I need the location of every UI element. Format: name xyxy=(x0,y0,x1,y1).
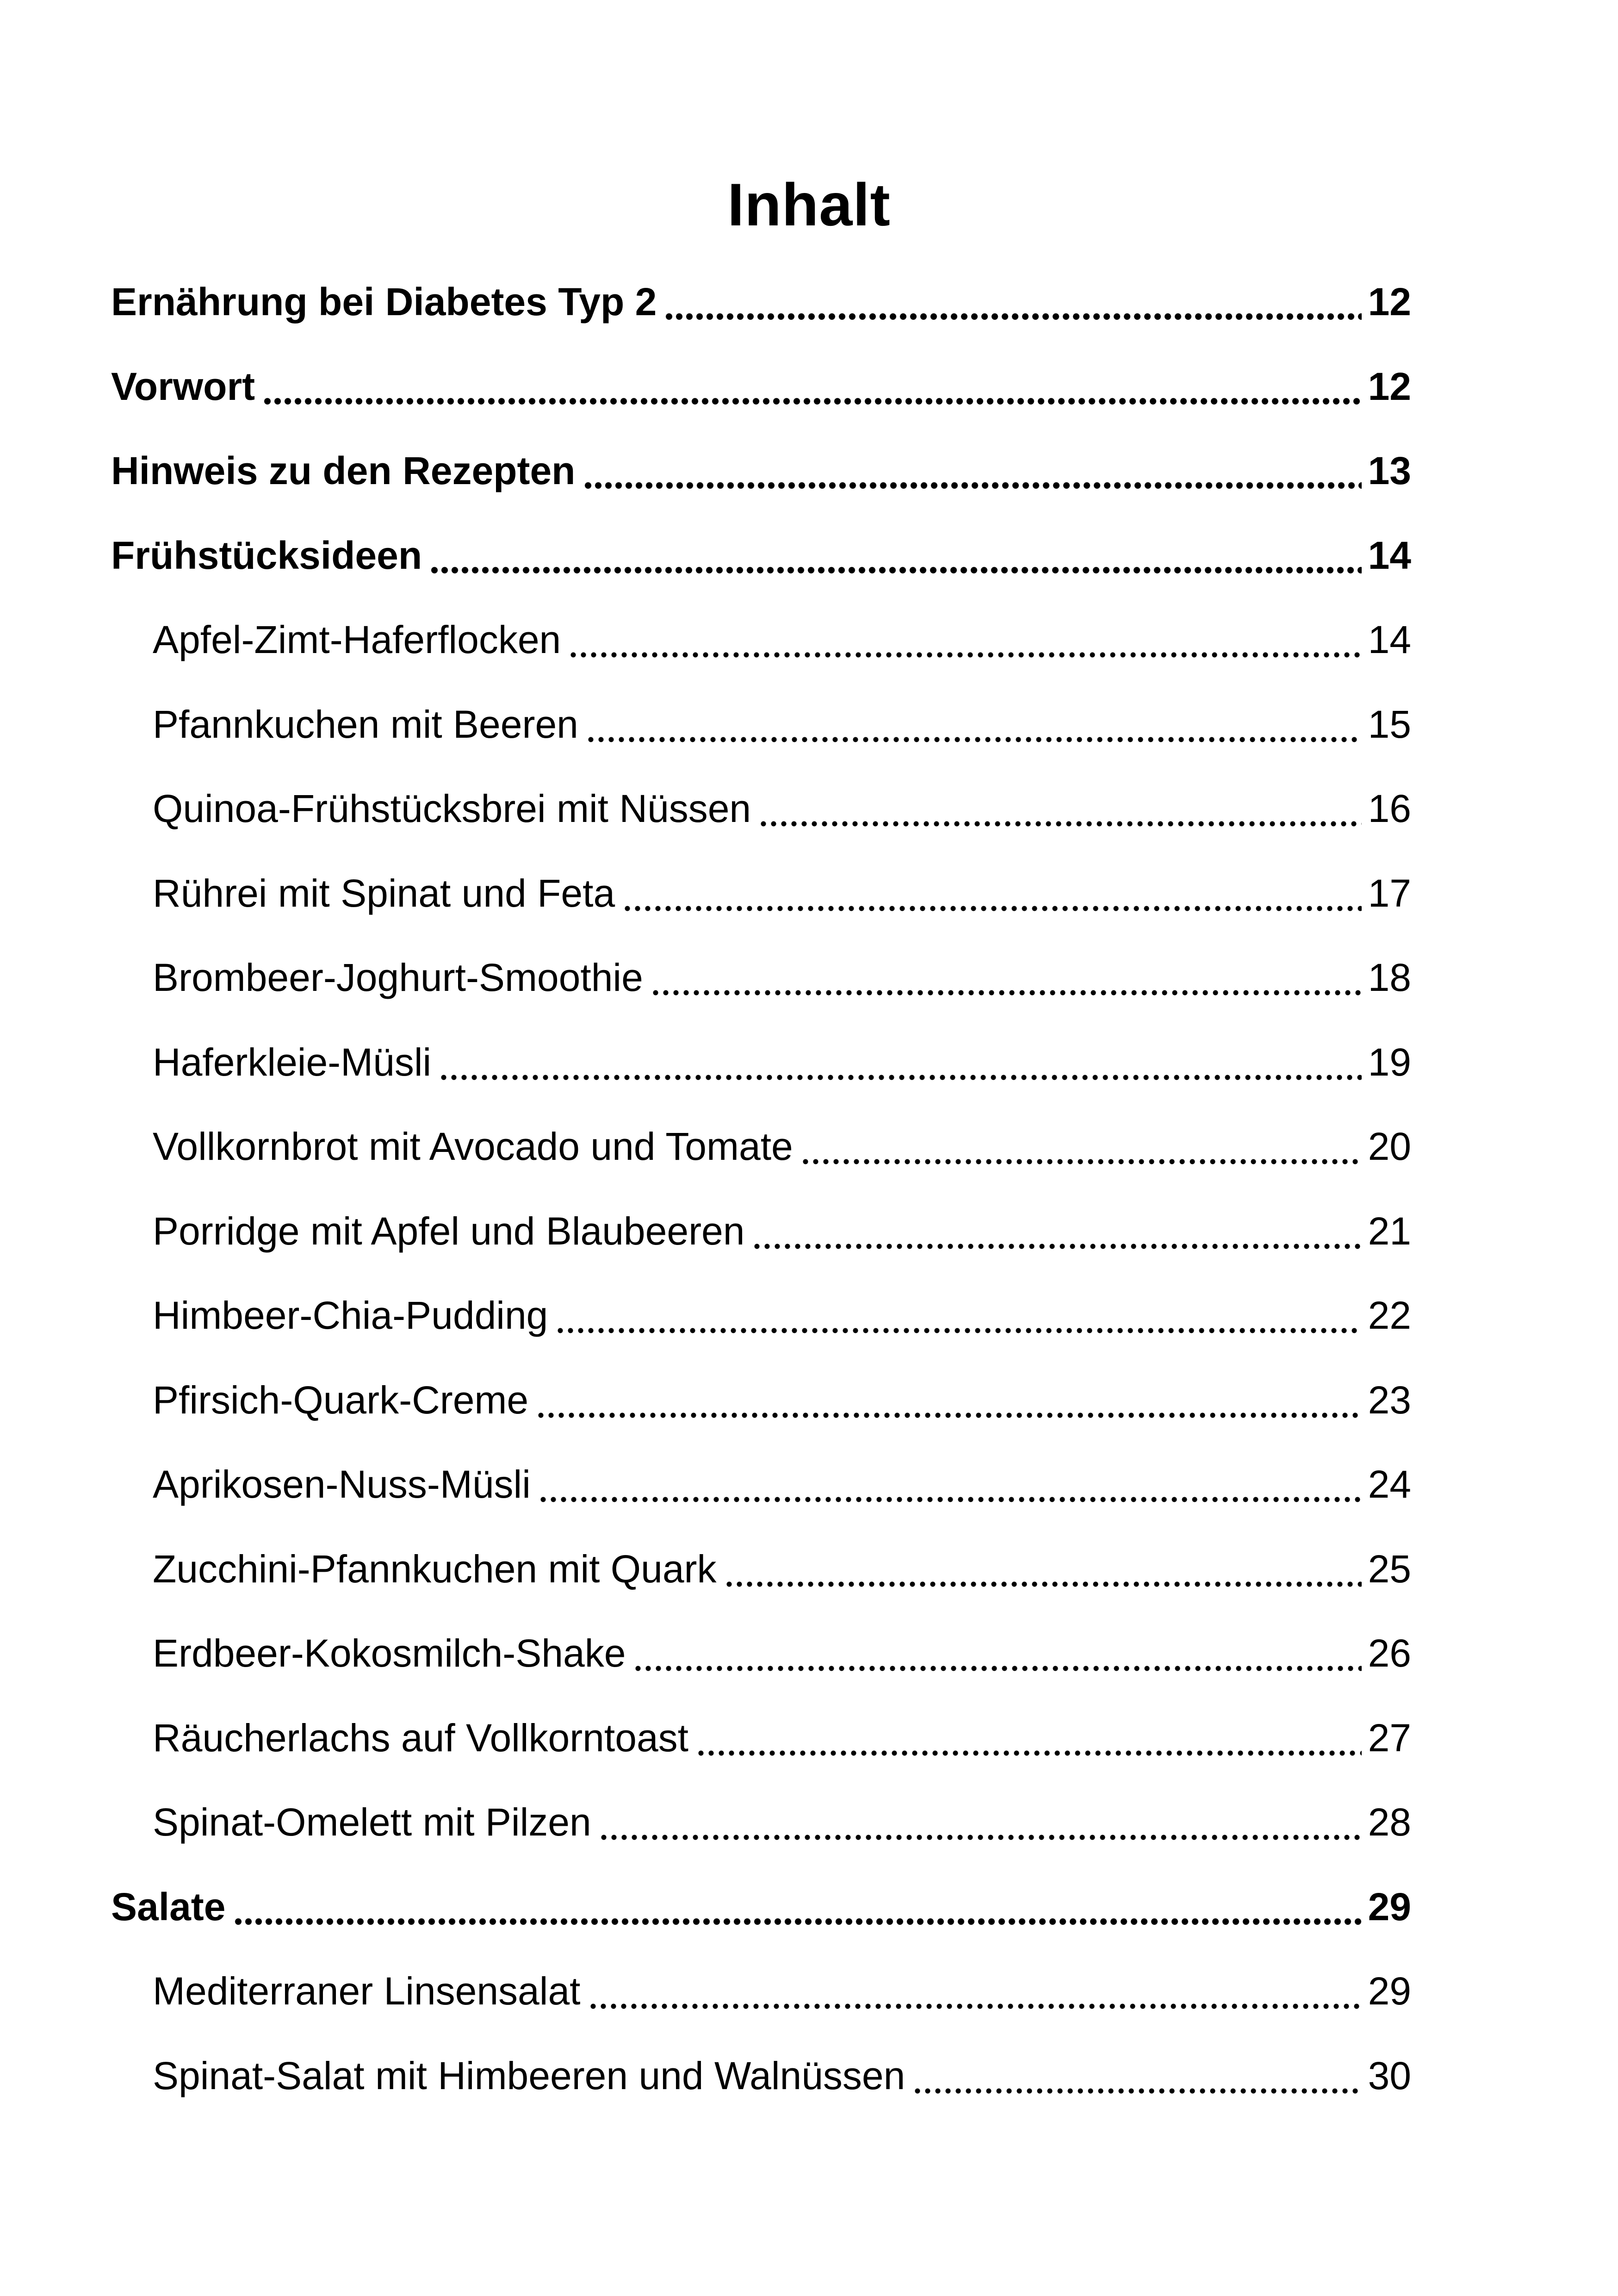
toc-entry-label: Aprikosen-Nuss-Müsli xyxy=(153,1462,531,1506)
toc-entry-label: Apfel-Zimt-Haferflocken xyxy=(153,618,561,661)
toc-recipe-entry xyxy=(153,1203,1411,1259)
dot-leader xyxy=(233,1879,1362,1935)
toc-entry-label: Pfirsich-Quark-Creme xyxy=(153,1378,529,1422)
dot-leader xyxy=(758,781,1361,836)
toc-page-number: 30 xyxy=(1368,2053,1411,2097)
toc-recipe-entry xyxy=(153,1372,1411,1428)
toc-page-number: 24 xyxy=(1368,1462,1411,1506)
toc-page-number: 18 xyxy=(1368,956,1411,999)
toc-page-number: 22 xyxy=(1368,1294,1411,1337)
toc-recipe-entry xyxy=(153,1963,1411,2019)
toc-page-number: 26 xyxy=(1368,1631,1411,1675)
toc-chapter-entry xyxy=(111,1879,1411,1935)
dot-leader xyxy=(583,443,1362,498)
dot-leader xyxy=(538,1456,1362,1512)
page-title: Inhalt xyxy=(727,171,891,238)
toc-recipe-entry xyxy=(153,2048,1411,2103)
toc-recipe-entry xyxy=(153,697,1411,752)
toc-recipe-entry xyxy=(153,1794,1411,1850)
dot-leader xyxy=(439,1034,1361,1090)
toc-page-number: 29 xyxy=(1368,1969,1411,2013)
dot-leader xyxy=(586,697,1362,752)
toc-recipe-entry xyxy=(153,950,1411,1005)
toc-entry-label: Mediterraner Linsensalat xyxy=(153,1969,581,2013)
toc-page-number: 20 xyxy=(1368,1125,1411,1168)
toc-recipe-entry xyxy=(153,1034,1411,1090)
dot-leader xyxy=(633,1625,1361,1681)
toc-recipe-entry xyxy=(153,1541,1411,1597)
toc-page-number: 25 xyxy=(1368,1547,1411,1591)
toc-page-number: 13 xyxy=(1368,449,1411,492)
toc-entry-label: Hinweis zu den Rezepten xyxy=(111,449,576,492)
toc-recipe-entry xyxy=(153,781,1411,836)
toc-entry-label: Ernährung bei Diabetes Typ 2 xyxy=(111,280,657,324)
dot-leader xyxy=(651,950,1362,1005)
dot-leader xyxy=(800,1119,1362,1174)
toc-page-number: 17 xyxy=(1368,871,1411,915)
toc-entry-label: Porridge mit Apfel und Blaubeeren xyxy=(153,1209,745,1253)
toc-recipe-entry xyxy=(153,1456,1411,1512)
toc-recipe-entry xyxy=(153,1625,1411,1681)
dot-leader xyxy=(262,359,1361,414)
toc-page-number: 28 xyxy=(1368,1800,1411,1844)
dot-leader xyxy=(622,865,1361,921)
toc-entry-label: Himbeer-Chia-Pudding xyxy=(153,1294,548,1337)
toc-page-number: 12 xyxy=(1368,280,1411,324)
toc-entry-label: Vorwort xyxy=(111,364,255,408)
dot-leader xyxy=(429,528,1361,583)
dot-leader xyxy=(536,1372,1361,1428)
toc-entry-label: Vollkornbrot mit Avocado und Tomate xyxy=(153,1125,793,1168)
toc-entry-label: Zucchini-Pfannkuchen mit Quark xyxy=(153,1547,717,1591)
dot-leader xyxy=(599,1794,1362,1850)
dot-leader xyxy=(588,1963,1362,2019)
dot-leader xyxy=(724,1541,1362,1597)
toc-page-number: 27 xyxy=(1368,1716,1411,1760)
toc-recipe-entry xyxy=(153,1710,1411,1766)
toc-recipe-entry xyxy=(153,612,1411,667)
toc-entry-label: Spinat-Salat mit Himbeeren und Walnüssen xyxy=(153,2053,905,2097)
toc-page-number: 14 xyxy=(1368,618,1411,661)
dot-leader xyxy=(696,1710,1362,1766)
toc-entry-label: Salate xyxy=(111,1885,226,1929)
toc-entry-label: Erdbeer-Kokosmilch-Shake xyxy=(153,1631,626,1675)
toc-page-number: 14 xyxy=(1368,533,1411,577)
toc-chapter-entry xyxy=(111,528,1411,583)
toc-entry-label: Brombeer-Joghurt-Smoothie xyxy=(153,956,643,999)
toc-entry-label: Haferkleie-Müsli xyxy=(153,1040,432,1084)
toc-entry-label: Frühstücksideen xyxy=(111,533,422,577)
toc-recipe-entry xyxy=(153,1119,1411,1174)
toc-page-number: 12 xyxy=(1368,364,1411,408)
toc-chapter-entry xyxy=(111,274,1411,330)
toc-page-number: 15 xyxy=(1368,702,1411,746)
toc-chapter-entry xyxy=(111,359,1411,414)
toc-page-number: 21 xyxy=(1368,1209,1411,1253)
dot-leader xyxy=(912,2048,1361,2103)
toc-chapter-entry xyxy=(111,443,1411,498)
toc-entry-label: Rührei mit Spinat und Feta xyxy=(153,871,615,915)
toc-page-number: 19 xyxy=(1368,1040,1411,1084)
toc-entry-label: Quinoa-Frühstücksbrei mit Nüssen xyxy=(153,787,751,830)
toc-recipe-entry xyxy=(153,1288,1411,1343)
toc-recipe-entry xyxy=(153,865,1411,921)
toc-entry-label: Spinat-Omelett mit Pilzen xyxy=(153,1800,591,1844)
toc-page-number: 16 xyxy=(1368,787,1411,830)
dot-leader xyxy=(752,1203,1361,1259)
dot-leader xyxy=(568,612,1361,667)
toc-page-number: 23 xyxy=(1368,1378,1411,1422)
toc-entry-label: Pfannkuchen mit Beeren xyxy=(153,702,578,746)
toc-page-number: 29 xyxy=(1368,1885,1411,1929)
toc-entry-label: Räucherlachs auf Vollkorntoast xyxy=(153,1716,688,1760)
dot-leader xyxy=(664,274,1361,330)
dot-leader xyxy=(555,1288,1361,1343)
